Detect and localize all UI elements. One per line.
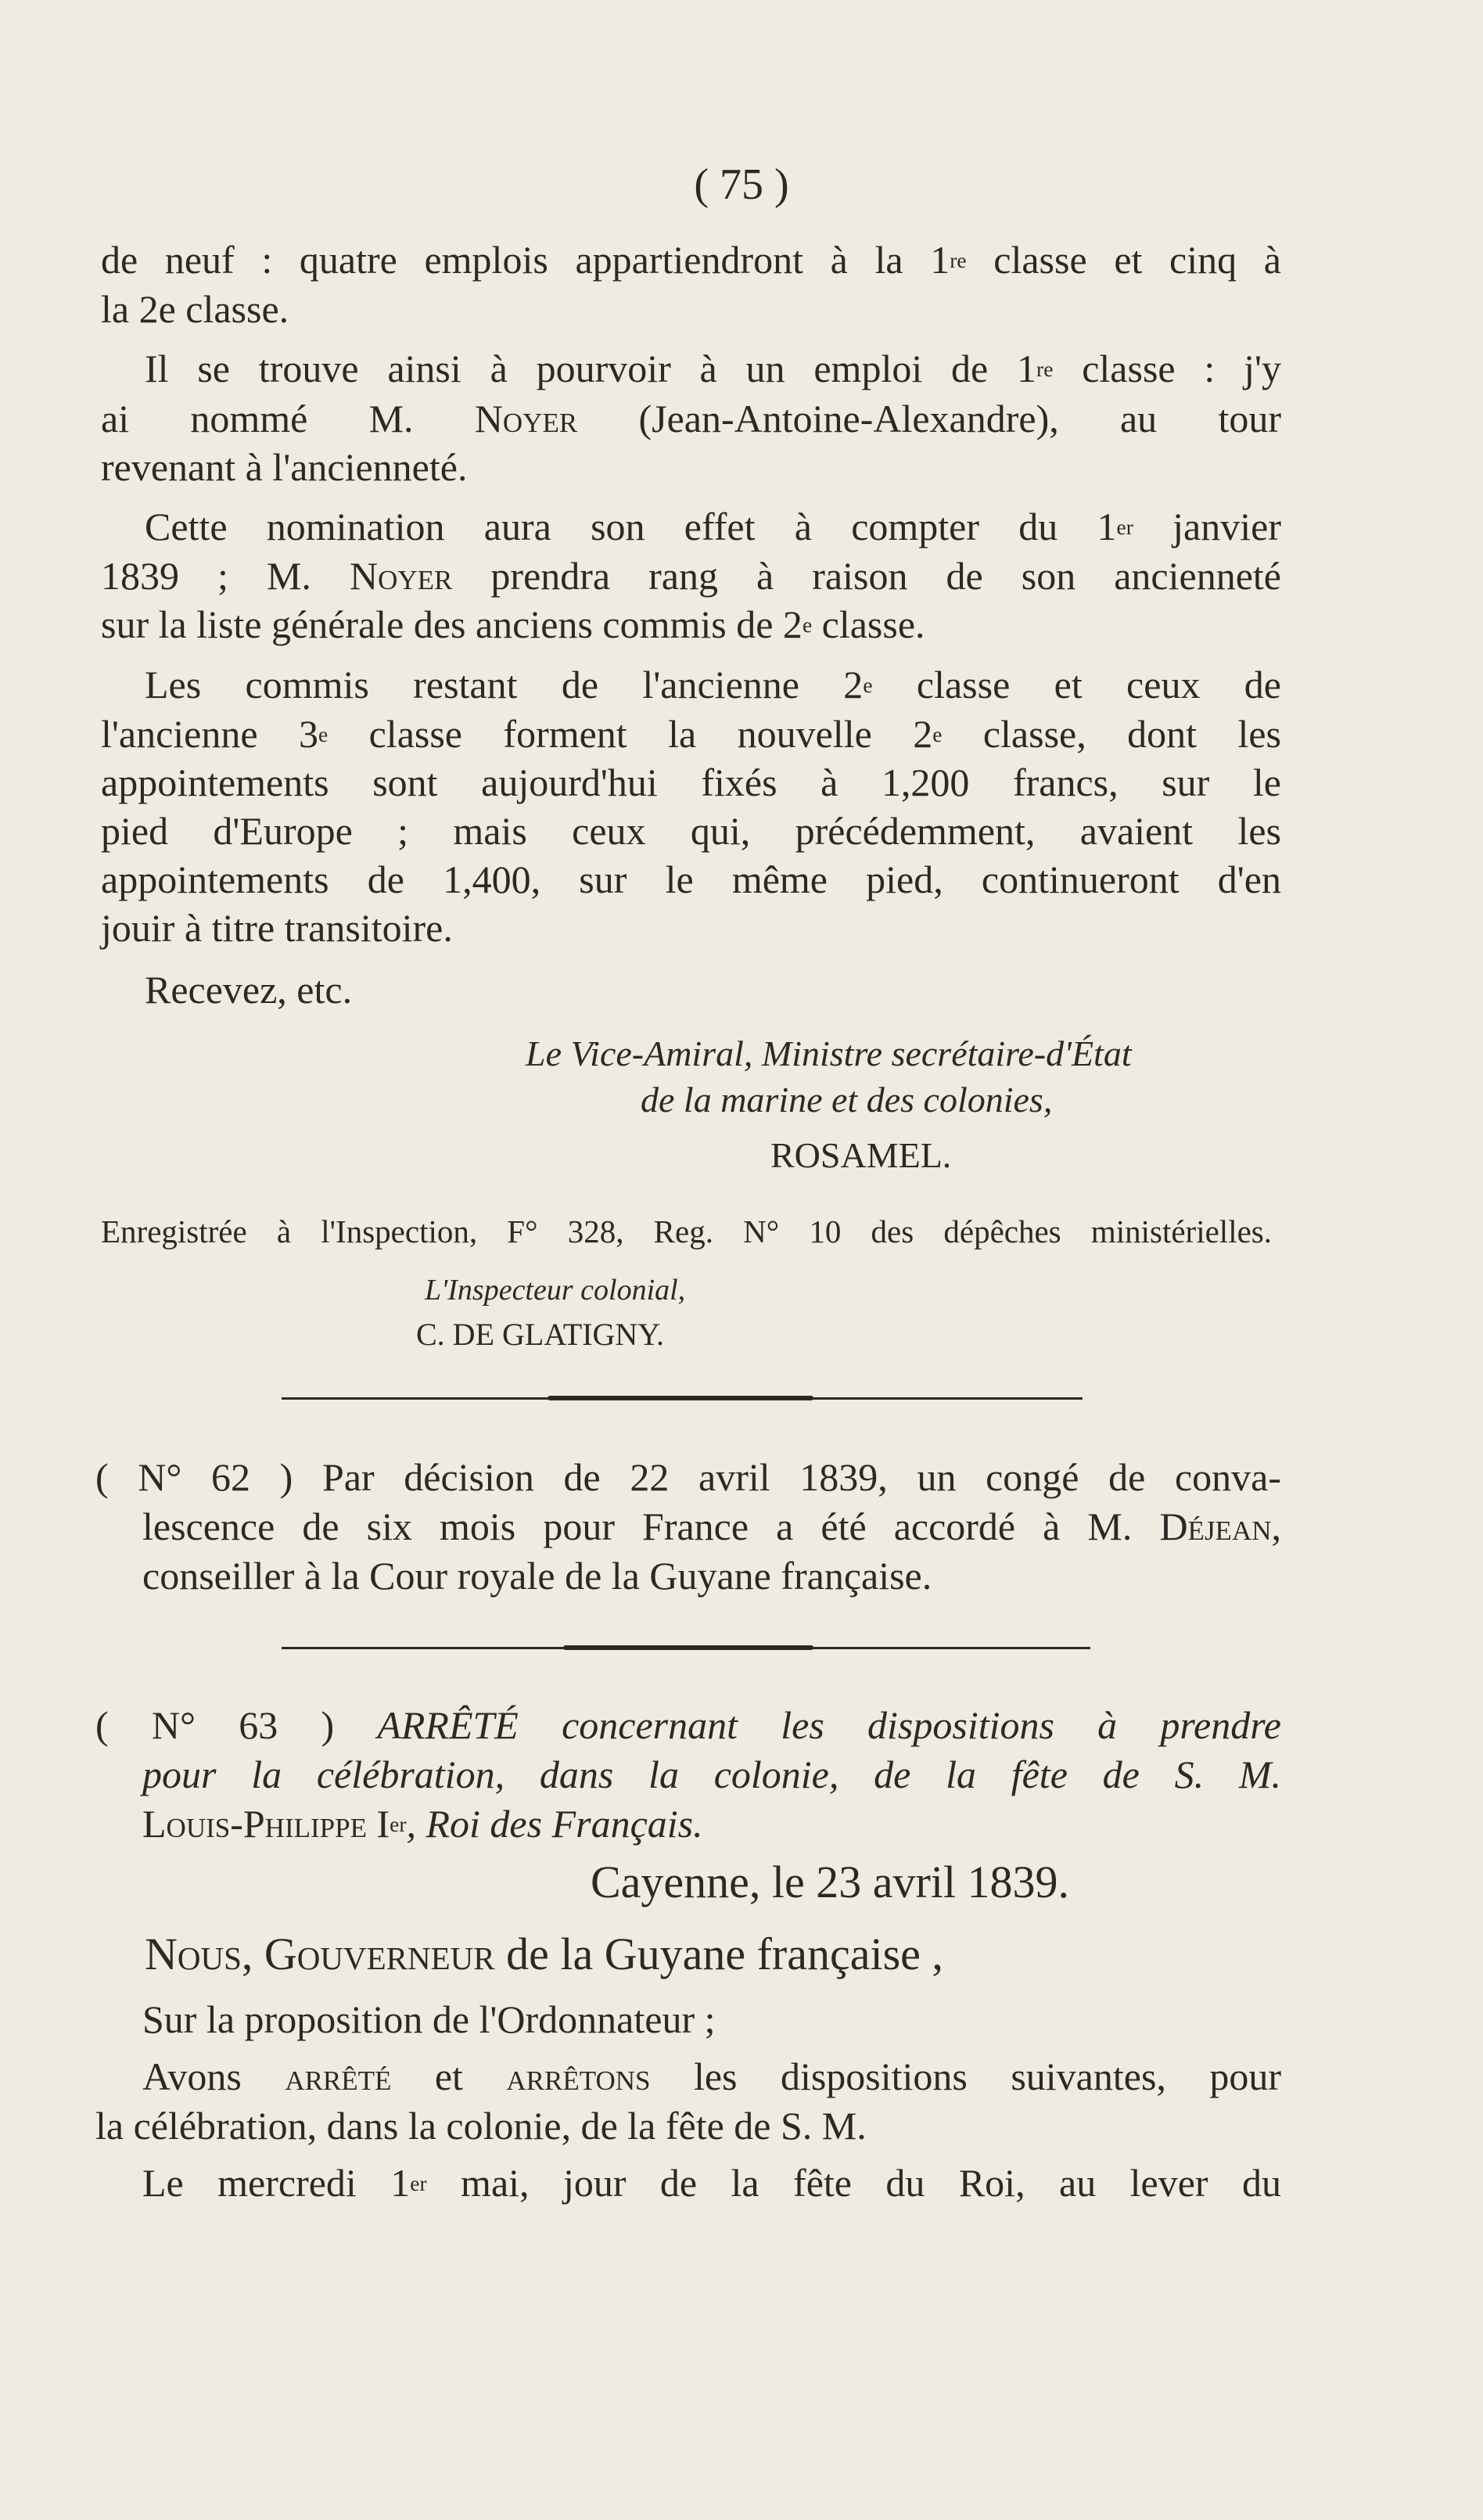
- text-line: l'ancienne 3e classe forment la nouvelle 2e classe, dont les: [101, 712, 1281, 756]
- text-line: conseiller à la Cour royale de la Guyane française.: [142, 1554, 932, 1598]
- dateline: Cayenne, le 23 avril 1839.: [591, 1857, 1070, 1907]
- text-line: Cette nomination aura son effet à compter du 1er janvier: [145, 505, 1281, 548]
- section-divider-center: [563, 1645, 813, 1650]
- signature-title: de la marine et des colonies,: [641, 1080, 1053, 1120]
- registration-note: Enregistrée à l'Inspection, F° 328, Reg. N° 10 des dépêches ministérielles.: [101, 1213, 1272, 1249]
- text-line: Les commis restant de l'ancienne 2e classe et ceux de: [145, 663, 1281, 706]
- arrete-heading: ( N° 63 ) ARRÊTÉ concernant les dispositions à prendre: [95, 1703, 1282, 1747]
- text-line: pied d'Europe ; mais ceux qui, précédemment, avaient les: [101, 809, 1281, 853]
- text-line: sur la liste générale des anciens commis de 2e classe.: [101, 602, 925, 646]
- text-line: ai nommé M. Noyer (Jean-Antoine-Alexandre), au tour: [101, 397, 1281, 440]
- text-line: revenant à l'ancienneté.: [101, 445, 468, 489]
- closing: Recevez, etc.: [145, 968, 353, 1012]
- arrete-heading: pour la célébration, dans la colonie, de la fête de S. M.: [142, 1752, 1281, 1796]
- text-line: 1839 ; M. Noyer prendra rang à raison de son ancienneté: [101, 554, 1281, 598]
- inspector-name: C. DE GLATIGNY.: [416, 1317, 665, 1352]
- signature-name: ROSAMEL.: [770, 1135, 952, 1175]
- text-line: ( N° 62 ) Par décision de 22 avril 1839, un congé de conva-: [95, 1455, 1281, 1499]
- page-number: ( 75 ): [694, 160, 789, 209]
- text-line: la 2e classe.: [101, 287, 289, 331]
- text-line: appointements sont aujourd'hui fixés à 1,200 francs, sur le: [101, 760, 1281, 804]
- arrete-heading: Louis-Philippe Ier, Roi des Français.: [142, 1802, 703, 1846]
- inspector-title: L'Inspecteur colonial,: [425, 1274, 686, 1307]
- text-line: appointements de 1,400, sur le même pied, continueront d'en: [101, 857, 1281, 901]
- section-divider-center: [548, 1396, 813, 1400]
- text-line: jouir à titre transitoire.: [101, 906, 453, 950]
- text-line: Le mercredi 1er mai, jour de la fête du Roi, au lever du: [142, 2161, 1281, 2205]
- text-line: Sur la proposition de l'Ordonnateur ;: [142, 1997, 716, 2041]
- text-line: lescence de six mois pour France a été accordé à M. Déjean,: [142, 1504, 1281, 1548]
- text-line: Il se trouve ainsi à pourvoir à un emploi de 1re classe : j'y: [145, 347, 1281, 390]
- text-line: la célébration, dans la colonie, de la fête de S. M.: [95, 2104, 867, 2148]
- text-line: Avons arrêté et arrêtons les dispositions suivantes, pour: [142, 2054, 1282, 2098]
- signature-title: Le Vice-Amiral, Ministre secrétaire-d'État: [526, 1034, 1132, 1073]
- text-line: de neuf : quatre emplois appartiendront à la 1re classe et cinq à: [101, 238, 1281, 282]
- gouverneur-line: Nous, Gouverneur de la Guyane française ,: [145, 1929, 943, 1979]
